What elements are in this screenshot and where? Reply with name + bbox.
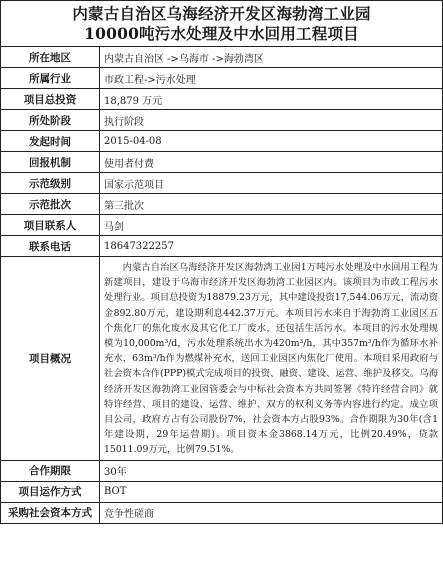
table-row [1, 194, 443, 215]
row-value-start-date: 2015-04-08 [100, 131, 443, 152]
overview-text: 内蒙古自治区乌海经济开发区海勃湾工业园1万吨污水处理及中水回用工程为新建项目，建设于乌海市经济开发区海勃湾工业园区内。该项目为市政工程污水处理行业。项目总投资为18879.23万元，其中建设投资17,544.06万元，流动资金892.80万元，建设期利息442.37万元。本项目污水来自于海勃湾工业园区五个焦化厂的焦化废水及其它化工厂废水，还包括生活污水。本项目的污水处理规模为10,000m³/d，污水处理系统出水为420m³/h，其中357m³/h作为循环水补充水，63m³/h作为燃煤补充水，送回工业园区内焦化厂使用。本项目采用政府与社会资本合作(PPP)模式完成项目的投资、融资、建设、运营、维护及移交。乌海经济开发区海勃湾工业园管委会与中标社会资本方共同签署《特许经营合同》就特许经营、项目的建设、运营、维护、双方的权利义务等内容进行约定。成立项目公司，政府方占有公司股份7%，社会资本方占股93%。合作期限为30年(含1年建设期，29年运营期)。项目资本金3868.14万元，比例20.49%，贷款15011.09万元，比例79.51%。 [104, 262, 438, 456]
table-row [1, 236, 443, 257]
row-label: 示范批次 [1, 194, 100, 215]
table-row [1, 47, 443, 68]
row-value-return-mechanism: 使用者付费 [100, 152, 443, 173]
row-label: 合作期限 [1, 460, 100, 481]
row-label: 所属行业 [1, 68, 100, 89]
row-label: 项目运作方式 [1, 481, 100, 502]
row-value-investment: 18,879 万元 [100, 89, 443, 110]
row-value-industry: 市政工程->污水处理 [100, 68, 443, 89]
row-label: 回报机制 [1, 152, 100, 173]
table-row [1, 173, 443, 194]
row-label: 示范级别 [1, 173, 100, 194]
table-row [1, 68, 443, 89]
table-row [1, 131, 443, 152]
row-label: 项目总投资 [1, 89, 100, 110]
title-line-1: 内蒙古自治区乌海经济开发区海勃湾工业园 [72, 4, 371, 23]
row-label: 所在地区 [1, 47, 100, 68]
row-value-phone: 18647322257 [100, 236, 443, 257]
row-value-operation-mode: BOT [100, 481, 443, 502]
table-row [1, 460, 443, 481]
project-info-table [0, 46, 443, 524]
overview-cell [100, 257, 443, 461]
row-value-stage: 执行阶段 [100, 110, 443, 131]
table-row [1, 215, 443, 236]
row-label: 联系电话 [1, 236, 100, 257]
table-row [1, 481, 443, 502]
table-row [1, 110, 443, 131]
table-row [1, 152, 443, 173]
row-value-contact: 马剑 [100, 215, 443, 236]
row-label: 项目概况 [1, 257, 100, 461]
table-row-overview [1, 257, 443, 461]
row-value-region: 内蒙古自治区 ->乌海市 ->海勃湾区 [100, 47, 443, 68]
row-label: 所处阶段 [1, 110, 100, 131]
row-label: 发起时间 [1, 131, 100, 152]
row-value-term: 30年 [100, 460, 443, 481]
table-row [1, 89, 443, 110]
page-title [0, 0, 443, 46]
row-value-demo-batch: 第三批次 [100, 194, 443, 215]
row-value-procurement: 竞争性磋商 [100, 502, 443, 523]
title-line-2: 10000吨污水处理及中水回用工程项目 [84, 24, 359, 43]
row-label: 采购社会资本方式 [1, 502, 100, 523]
row-label: 项目联系人 [1, 215, 100, 236]
row-value-demo-level: 国家示范项目 [100, 173, 443, 194]
table-row [1, 502, 443, 523]
